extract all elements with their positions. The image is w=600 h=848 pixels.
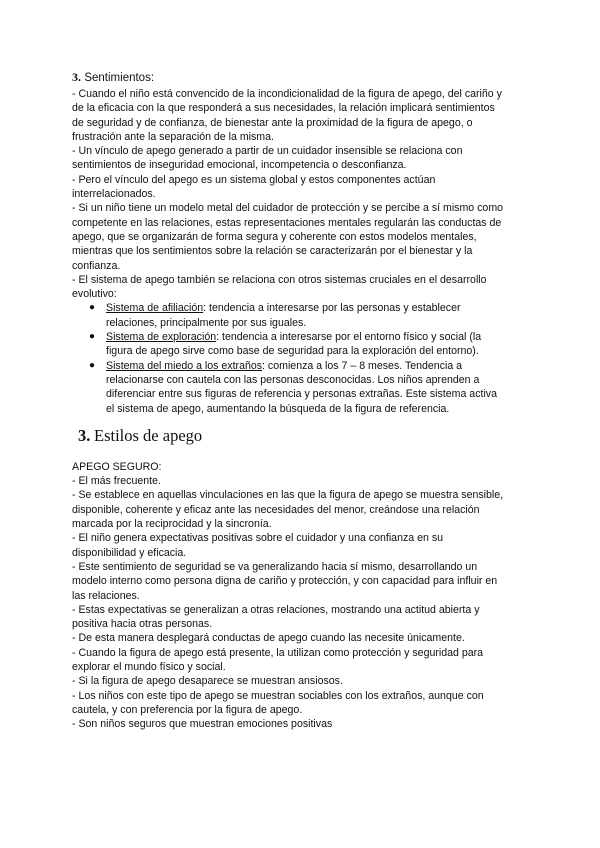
- text-line: - Cuando la figura de apego está presente, la utilizan como protección y seguridad para: [72, 646, 484, 659]
- document-page: [72, 70, 534, 731]
- text-line: - Son niños seguros que muestran emociones positivas: [72, 718, 333, 731]
- section-heading-feelings: [72, 70, 534, 85]
- bullet-text: diferenciar entre sus figuras de referencia y personas extrañas. Este sistema activa: [106, 388, 497, 401]
- styles-paragraphs: [72, 474, 534, 731]
- bullet-icon: ●: [89, 331, 96, 343]
- text-line: competente en las relaciones, estas representaciones mentales regularán las conductas de: [72, 216, 502, 229]
- bullet-text: : comienza a los 7 – 8 meses. Tendencia a: [262, 359, 463, 372]
- text-line: - El niño genera expectativas positivas sobre el cuidador y una confianza en su: [72, 532, 444, 545]
- feelings-paragraphs: [72, 87, 534, 301]
- section-number: 3.: [78, 425, 91, 445]
- section-title: Sentimientos:: [84, 72, 155, 84]
- text-line: positiva hacia otras personas.: [72, 618, 213, 631]
- text-line: las relaciones.: [72, 589, 140, 602]
- section-title: Estilos de apego: [94, 425, 203, 445]
- text-line: confianza.: [72, 259, 121, 272]
- bullet-term: Sistema de exploración: [106, 331, 217, 344]
- text-line: - Estas expectativas se generalizan a otras relaciones, mostrando una actitud abierta y: [72, 603, 480, 616]
- text-line: mientras que los sentimientos sobre la relación se caracterizarán por el bienestar y la: [72, 245, 473, 258]
- text-line: - Los niños con este tipo de apego se muestran sociables con los extraños, aunque con: [72, 689, 484, 702]
- text-line: interrelacionados.: [72, 188, 156, 201]
- text-line: - De esta manera desplegará conductas de apego cuando las necesite únicamente.: [72, 632, 465, 645]
- text-line: de seguridad y de confianza, de bienestar ante la proximidad de la figura de apego, o: [72, 116, 473, 129]
- text-line: sentimientos de inseguridad emocional, incompetencia o desconfianza.: [72, 159, 407, 172]
- text-line: apego, que se organizarán de forma segura y coherente con estos modelos mentales,: [72, 230, 477, 243]
- text-line: cautela, y con preferencia por la figura de apego.: [72, 703, 303, 716]
- list-item: [72, 301, 534, 330]
- bullet-text: relacionarse con cautela con las personas desconocidas. Los niños aprenden a: [106, 373, 480, 386]
- text-line: - El sistema de apego también se relaciona con otros sistemas cruciales en el desarrollo: [72, 273, 487, 286]
- text-line: disponibilidad y eficacia.: [72, 546, 187, 559]
- text-line: marcada por la reciprocidad y la sincronía.: [72, 518, 272, 531]
- bullet-text: : tendencia a interesarse por el entorno físico y social (la: [216, 331, 482, 344]
- bullet-text: : tendencia a interesarse por las personas y establecer: [203, 302, 461, 315]
- section-number: 3.: [72, 70, 81, 84]
- text-line: - Se establece en aquellas vinculaciones en las que la figura de apego se muestra sensible,: [72, 489, 504, 502]
- section-heading-styles: [72, 425, 534, 447]
- bullet-text: figura de apego sirve como base de seguridad para la exploración del entorno).: [106, 345, 479, 358]
- text-line: - Un vínculo de apego generado a partir de un cuidador insensible se relaciona con: [72, 145, 463, 158]
- bullet-term: Sistema de afiliación: [106, 302, 204, 315]
- text-line: - Si un niño tiene un modelo metal del cuidador de protección y se percibe a sí mismo como: [72, 202, 504, 215]
- bullet-term: Sistema del miedo a los extraños: [106, 359, 263, 372]
- text-line: - El más frecuente.: [72, 475, 161, 488]
- bullet-icon: ●: [89, 359, 96, 371]
- bullet-text: el sistema de apego, aumentando la búsqueda de la figura de referencia.: [106, 402, 450, 415]
- text-line: frustración ante la separación de la misma.: [72, 130, 274, 143]
- text-line: disponible, coherente y eficaz ante las necesidades del menor, creándose una relación: [72, 503, 480, 516]
- text-line: modelo interno como persona digna de cariño y protección, y con capacidad para influir en: [72, 575, 498, 588]
- systems-bullet-list: [72, 301, 534, 415]
- text-line: - Si la figura de apego desaparece se muestran ansiosos.: [72, 675, 343, 688]
- text-line: explorar el mundo físico y social.: [72, 660, 226, 673]
- text-line: - Pero el vínculo del apego es un sistema global y estos componentes actúan: [72, 173, 436, 186]
- list-item: [72, 359, 534, 416]
- text-line: - Este sentimiento de seguridad se va generalizando hacia sí mismo, desarrollando un: [72, 560, 478, 573]
- text-line: - Cuando el niño está convencido de la incondicionalidad de la figura de apego, del cariño y: [72, 88, 502, 100]
- subheading-secure-attachment: APEGO SEGURO:: [72, 460, 162, 473]
- bullet-text: relaciones, principalmente por sus iguales.: [106, 316, 307, 329]
- list-item: [72, 330, 534, 359]
- text-line: de la eficacia con la que responderá a sus necesidades, la relación implicará sentimientos: [72, 102, 495, 115]
- text-line: evolutivo:: [72, 288, 117, 301]
- bullet-icon: ●: [89, 302, 96, 314]
